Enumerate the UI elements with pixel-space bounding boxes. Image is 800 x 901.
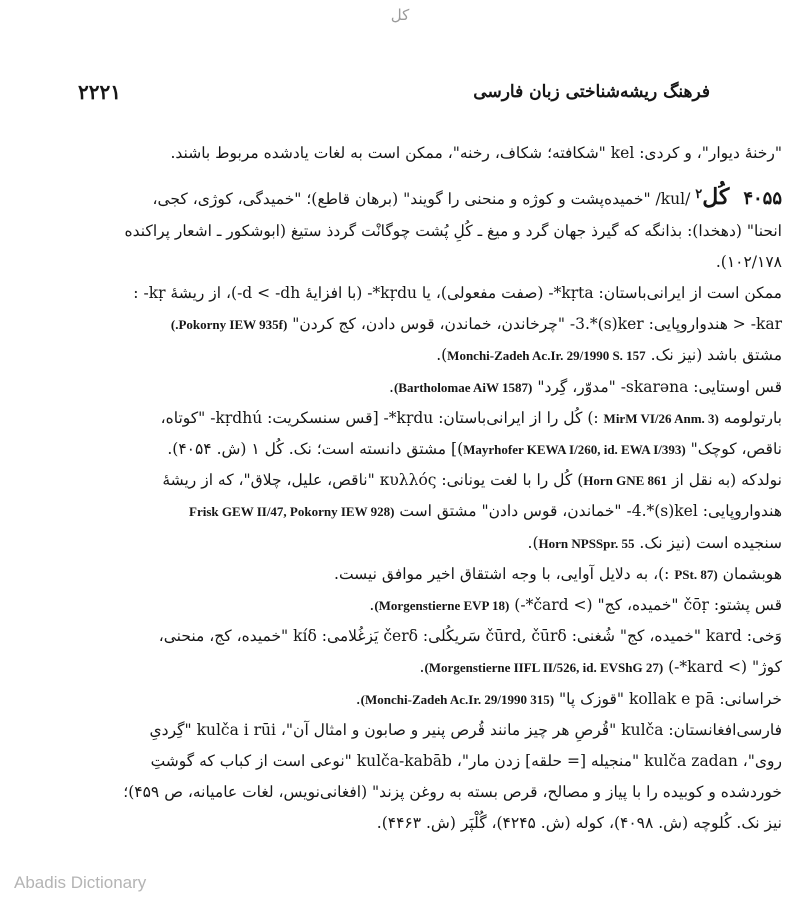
reference: (Pokorny IEW 935f.) [170, 317, 288, 333]
text-line: خراسانی: kollak e pā "قوزک پا" (Monchi-Zadeh Ac.Ir. 29/1990 315). [355, 689, 782, 708]
reference: Horn GNE 861 [583, 473, 668, 489]
text-line: قس پشتو: čōṛ "خمیده، کج" (> ‎*čard-‏) (Morgenstierne EVP 18). [369, 596, 782, 614]
text-line: کوژ" (> ‎*kard-‏) (Morgenstierne IIFL II/526, id. EVShG 27). [419, 658, 782, 677]
reference: (Bartholomae AiW 1587) [393, 379, 533, 395]
page-top-label: کل [390, 6, 410, 24]
reference: (PSt. 87 [674, 566, 718, 582]
text-line: وَخی: kard "خمیده، کج" شُغنی: čūrd, čūrδ سَریکُلی: čerδ یَزغُلامی: kíδ "خمیده، کج، منحنی، [158, 627, 782, 646]
book-title: فرهنگ ریشه‌شناختی زبان فارسی [473, 82, 710, 102]
text-line: قس اوستایی: ‎-skarəna‏ "مدوّر، گِرد" (Bartholomae AiW 1587). [389, 377, 782, 396]
text-line: روی"، kulča zadan "منجیله [= حلقه] زدن مار"، kulča-kabāb "نوعی است از کباب که گوشتِ [150, 752, 782, 771]
reference: Monchi-Zadeh Ac.Ir. 29/1990 S. 157 [447, 348, 646, 364]
entry-headline: ۴۰۵۵کُل$^۲$ /kul/ "خمیده‌پشت و کوژه و منحنی را گویند" (برهان قاطع)؛ "خمیدگی، کوژی، کجی، [152, 184, 782, 211]
text-line: هوبشمان (PSt. 87 :)، به دلایل آوایی، با وجه اشتقاق اخیر موافق نیست. [334, 564, 782, 583]
text-line: بارتولومه (MirM VI/26 Anm. 3 :) کُل را از ایرانی‌باستان: ‎*kṛdu-‏ [قس سنسکریت: ‎kṛdhú-‏ "کوتاه، [160, 408, 782, 427]
text-line: "رخنهٔ دیوار"، و کردی: kel "شکافته؛ شکاف، رخنه"، ممکن است به لغات یادشده مربوط باشند. [170, 144, 782, 162]
text-line: خوردشده و کوبیده را با پیاز و مصالح، قرص بسته به روغن پزند" (افغانی‌نویس، لغات عامیانه، ص ۴۵۹)؛ [123, 783, 782, 802]
reference: Horn NPSSpr. 55 [538, 535, 635, 551]
entry-body [70, 138, 782, 840]
text-line: نولدکه (به نقل از Horn GNE 861) کُل را با لغت یونانی: κυλλός "ناقص، علیل، چلاق"، که از ریشهٔ [162, 471, 782, 490]
text-line: هندواروپایی: ‎-4.*(s)kel‏ "خماندن، قوس دادن" مشتق است (Frisk GEW II/47, Pokorny IEW 928 [189, 502, 782, 521]
text-line: ناقص، کوچک" (Mayrhofer KEWA I/260, id. EWA I/393)] مشتق دانسته است؛ نک. کُل ۱ (ش. ۴۰۵۴). [167, 439, 782, 458]
reference: (Frisk GEW II/47, Pokorny IEW 928 [189, 504, 395, 520]
reference: (MirM VI/26 Anm. 3 [603, 410, 719, 426]
reference: (Morgenstierne EVP 18) [374, 598, 510, 613]
text-line: ممکن است از ایرانی‌باستان: ‎*kṛta-‏ (صفت مفعولی)، یا ‎*kṛdu-‏ (با افزایهٔ ‎-d < -dh‏)، از ریشهٔ ‎kṛ-‏ : [133, 283, 782, 302]
page-number: ۲۲۲۱ [78, 80, 121, 104]
reference: (Mayrhofer KEWA I/260, id. EWA I/393 [463, 441, 686, 457]
reference: (Morgenstierne IIFL II/526, id. EVShG 27) [424, 660, 664, 676]
reference: (Monchi-Zadeh Ac.Ir. 29/1990 315) [360, 691, 555, 707]
text-line: مشتق باشد (نیز نک. Monchi-Zadeh Ac.Ir. 29/1990 S. 157). [436, 346, 782, 365]
page-header [70, 80, 710, 108]
text-line: نیز نک. کُلوچه (ش. ۴۰۹۸)، کوله (ش. ۴۲۴۵)، گُلْپَر (ش. ۴۴۶۳). [376, 814, 782, 833]
text-line: ۱۰۲/۱۷۸). [715, 252, 782, 271]
text-line: ‎-kar‏ < هندواروپایی: ‎-3.*(s)ker‏ "چرخاندن، خماندن، قوس دادن، کج کردن" (Pokorny IEW 935f.) [170, 315, 782, 334]
text-line: فارسی‌افغانستان: kulča "قُرصِ هر چیز مانند قُرص پنیر و صابون و امثال آن"، kulča i rūi "گِردیِ [149, 720, 782, 739]
text-line: انحنا" (دهخدا): بذانگه که گیرذ جهان گرد و میغ ـ کُلِ پُشت چوگانْت گردذ ستیغ (ابوشکور ـ اشعار پراکنده [124, 221, 782, 240]
entry-number: ۴۰۵۵ [743, 188, 782, 210]
watermark: Abadis Dictionary [14, 873, 147, 892]
headword: کُل [702, 184, 730, 211]
text-line: سنجیده است (نیز نک. Horn NPSSpr. 55). [527, 533, 782, 552]
